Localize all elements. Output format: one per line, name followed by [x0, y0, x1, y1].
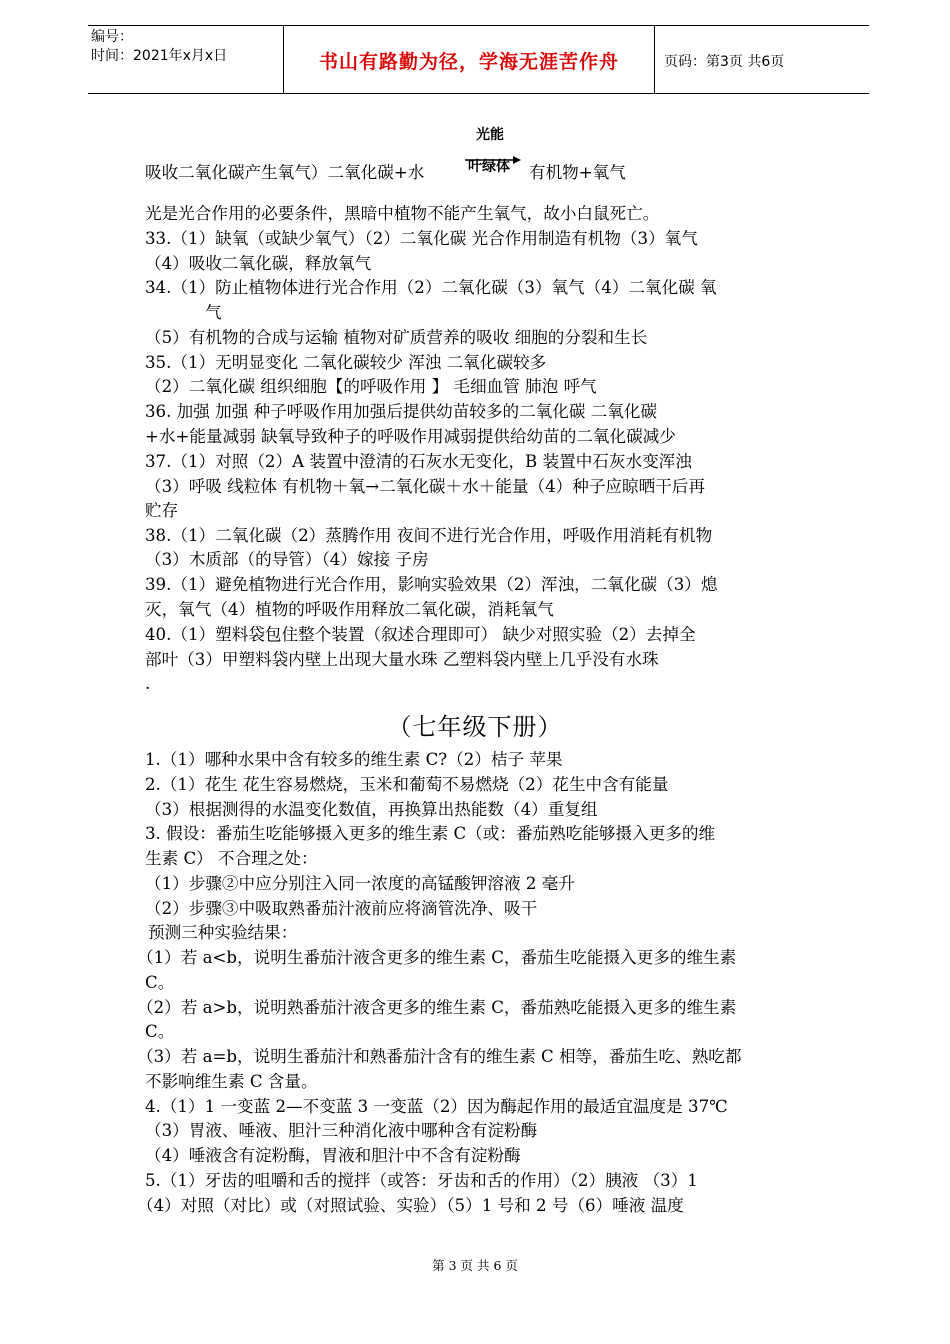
- motto: 书山有路勤为径，学海无涯苦作舟: [318, 51, 619, 73]
- header-motto-cell: [283, 26, 655, 93]
- answer-line: （3）呼吸 线粒体 有机物＋氧→二氧化碳＋水＋能量（4）种子应晾晒干后再: [145, 477, 705, 496]
- answer-line: （4）对照（对比）或（对照试验、实验）（5）1 号和 2 号（6）唾液 温度: [137, 1196, 684, 1215]
- answer-line: C。: [145, 973, 175, 992]
- answer-line: （3）根据测得的水温变化数值，再换算出热能数（4）重复组: [145, 800, 598, 819]
- answer-line: 39.（1）避免植物进行光合作用，影响实验效果（2）浑浊，二氧化碳（3）熄: [145, 575, 718, 594]
- equation-condition-bottom: 叶绿体: [468, 159, 510, 175]
- section-title: （七年级下册）: [387, 713, 563, 741]
- answer-line: 5.（1）牙齿的咀嚼和舌的搅拌（或答：牙齿和舌的作用）（2）胰液 （3）1: [145, 1171, 698, 1190]
- answer-line: 不影响维生素 C 含量。: [145, 1072, 318, 1091]
- page-info: 页码：第3页 共6页: [664, 54, 785, 70]
- answer-line: 40.（1）塑料袋包住整个装置（叙述合理即可） 缺少对照实验（2）去掉全: [145, 625, 696, 644]
- time-label: 时间：2021年x月x日: [91, 48, 228, 64]
- answer-line: 预测三种实验结果：: [148, 923, 298, 942]
- answer-line: （2）步骤③中吸取熟番茄汁液前应将滴管洗净、吸干: [145, 899, 538, 918]
- answer-line: 灭，氧气（4）植物的呼吸作用释放二氧化碳，消耗氧气: [145, 600, 554, 619]
- page-footer: 第 3 页 共 6 页: [432, 1258, 518, 1273]
- answer-line: 36. 加强 加强 种子呼吸作用加强后提供幼苗较多的二氧化碳 二氧化碳: [145, 402, 658, 421]
- page-header: [88, 25, 869, 94]
- answer-line: C。: [145, 1022, 175, 1041]
- equation-suffix: 有机物+氧气: [529, 163, 626, 182]
- header-meta: [91, 28, 227, 66]
- answer-line: 34.（1）防止植物体进行光合作用（2）二氧化碳（3）氧气（4）二氧化碳 氧: [145, 278, 717, 297]
- answer-line: 生素 C） 不合理之处：: [145, 849, 318, 868]
- answer-line: （1）步骤②中应分别注入同一浓度的高锰酸钾溶液 2 毫升: [145, 874, 575, 893]
- answer-line: 3. 假设：番茄生吃能够摄入更多的维生素 C（或：番茄熟吃能够摄入更多的维: [145, 824, 716, 843]
- answer-line: 光是光合作用的必要条件，黑暗中植物不能产生氧气，故小白鼠死亡。: [145, 204, 660, 223]
- answer-line: 部叶（3）甲塑料袋内壁上出现大量水珠 乙塑料袋内壁上几乎没有水珠: [145, 650, 659, 669]
- answer-line: 37.（1）对照（2）A 装置中澄清的石灰水无变化，B 装置中石灰水变浑浊: [145, 452, 692, 471]
- answer-line: （2）二氧化碳 组织细胞【的呼吸作用 】 毛细血管 肺泡 呼气: [145, 377, 597, 396]
- answer-line: （3）若 a=b，说明生番茄汁和熟番茄汁含有的维生素 C 相等，番茄生吃、熟吃都: [137, 1047, 742, 1066]
- answer-line: （4）吸收二氧化碳，释放氧气: [145, 254, 372, 273]
- number-label: 编号：: [91, 29, 133, 45]
- answer-line: （3）木质部（的导管）（4）嫁接 子房: [145, 550, 429, 569]
- answer-line: 38.（1）二氧化碳（2）蒸腾作用 夜间不进行光合作用，呼吸作用消耗有机物: [145, 526, 713, 545]
- answer-line: 4.（1）1 一变蓝 2—不变蓝 3 一变蓝（2）因为酶起作用的最适宜温度是 37℃: [145, 1097, 728, 1116]
- answer-line: （4）唾液含有淀粉酶，胃液和胆汁中不含有淀粉酶: [145, 1146, 521, 1165]
- answer-line: 33.（1）缺氧（或缺少氧气）（2）二氧化碳 光合作用制造有机物（3）氧气: [145, 229, 698, 248]
- answer-line: （1）若 a<b，说明生番茄汁液含更多的维生素 C，番茄生吃能摄入更多的维生素: [137, 948, 737, 967]
- answer-line: （5）有机物的合成与运输 植物对矿质营养的吸收 细胞的分裂和生长: [145, 328, 648, 347]
- answer-line: +水+能量减弱 缺氧导致种子的呼吸作用减弱提供给幼苗的二氧化碳减少: [145, 427, 676, 446]
- answer-line: 气: [205, 303, 222, 322]
- answer-line: （3）胃液、唾液、胆汁三种消化液中哪种含有淀粉酶: [145, 1121, 538, 1140]
- equation-condition-top: 光能: [476, 127, 504, 143]
- answer-line: 2.（1）花生 花生容易燃烧，玉米和葡萄不易燃烧（2）花生中含有能量: [145, 775, 669, 794]
- answer-line: 1.（1）哪种水果中含有较多的维生素 C?（2）桔子 苹果: [145, 750, 563, 769]
- answer-line: 35.（1）无明显变化 二氧化碳较少 浑浊 二氧化碳较多: [145, 353, 547, 372]
- answer-line: 贮存: [145, 501, 179, 520]
- equation-prefix: 吸收二氧化碳产生氧气）二氧化碳+水: [145, 163, 425, 182]
- answer-line: .: [145, 674, 151, 693]
- answer-line: （2）若 a>b，说明熟番茄汁液含更多的维生素 C，番茄熟吃能摄入更多的维生素: [137, 998, 737, 1017]
